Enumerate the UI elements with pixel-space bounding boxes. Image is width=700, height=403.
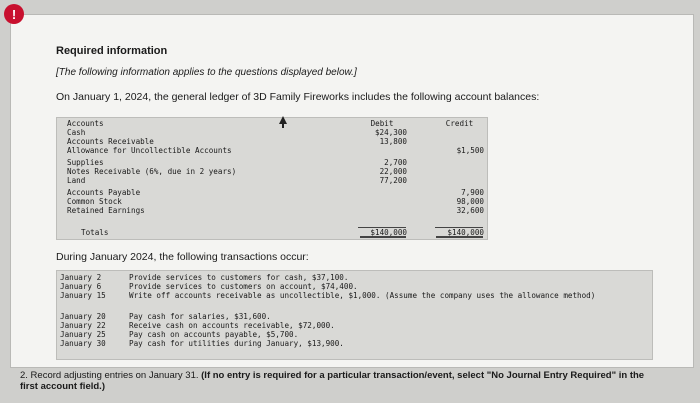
- transaction-date: January 15: [60, 291, 106, 300]
- total-debit: $140,000: [370, 228, 407, 237]
- account-debit: 22,000: [379, 167, 407, 176]
- header-credit: Credit: [445, 119, 474, 128]
- account-name: Accounts Payable: [67, 188, 141, 197]
- transaction-description: Receive cash on accounts receivable, $72,000.: [129, 321, 335, 330]
- account-debit: $24,300: [374, 128, 407, 137]
- question-panel: [10, 14, 694, 368]
- header-accounts: Accounts: [67, 119, 104, 128]
- account-balances-table: [56, 117, 488, 240]
- page-subtitle: [The following information applies to the questions displayed below.]: [56, 67, 357, 78]
- transaction-date: January 30: [60, 339, 106, 348]
- transaction-date: January 2: [60, 273, 102, 282]
- transaction-description: Pay cash for utilities during January, $13,900.: [129, 339, 344, 348]
- transaction-description: Pay cash on accounts payable, $5,700.: [129, 330, 299, 339]
- question-prefix: 2. Record adjusting entries on January 31.: [20, 370, 199, 381]
- account-name: Cash: [67, 128, 86, 137]
- account-name: Notes Receivable (6%, due in 2 years): [67, 167, 237, 176]
- transactions-intro: During January 2024, the following transactions occur:: [56, 251, 309, 263]
- transaction-date: January 20: [60, 312, 106, 321]
- account-debit: 13,800: [379, 137, 407, 146]
- transaction-date: January 25: [60, 330, 106, 339]
- transaction-description: Provide services to customers on account, $74,400.: [129, 282, 358, 291]
- account-name: Supplies: [67, 158, 104, 167]
- page-title: Required information: [56, 45, 168, 57]
- account-name: Accounts Receivable: [67, 137, 154, 146]
- account-debit: 77,200: [379, 176, 407, 185]
- question-text: [20, 370, 660, 392]
- transaction-description: Pay cash for salaries, $31,600.: [129, 312, 271, 321]
- account-credit: $1,500: [456, 146, 484, 155]
- header-debit: Debit: [370, 119, 394, 128]
- account-name: Common Stock: [67, 197, 122, 206]
- question-instruction: (If no entry is required for a particular transaction/event, select "No Journal Entry Required" in the first account field.): [20, 370, 645, 392]
- mouse-pointer-stem: [282, 123, 284, 128]
- account-debit: 2,700: [384, 158, 407, 167]
- alert-icon: !: [4, 4, 24, 24]
- account-credit: 7,900: [461, 188, 484, 197]
- account-name: Retained Earnings: [67, 206, 145, 215]
- totals-label: Totals: [81, 228, 109, 237]
- transaction-date: January 22: [60, 321, 106, 330]
- account-credit: 32,600: [456, 206, 484, 215]
- transaction-date: January 6: [60, 282, 102, 291]
- account-name: Land: [67, 176, 86, 185]
- account-name: Allowance for Uncollectible Accounts: [67, 146, 232, 155]
- intro-text: On January 1, 2024, the general ledger of 3D Family Fireworks includes the following account balances:: [56, 91, 540, 103]
- transaction-description: Write off accounts receivable as uncollectible, $1,000. (Assume the company uses the allowance method): [129, 291, 596, 300]
- transaction-description: Provide services to customers for cash, $37,100.: [129, 273, 349, 282]
- total-credit: $140,000: [447, 228, 484, 237]
- account-credit: 98,000: [456, 197, 484, 206]
- transactions-table: [56, 270, 653, 360]
